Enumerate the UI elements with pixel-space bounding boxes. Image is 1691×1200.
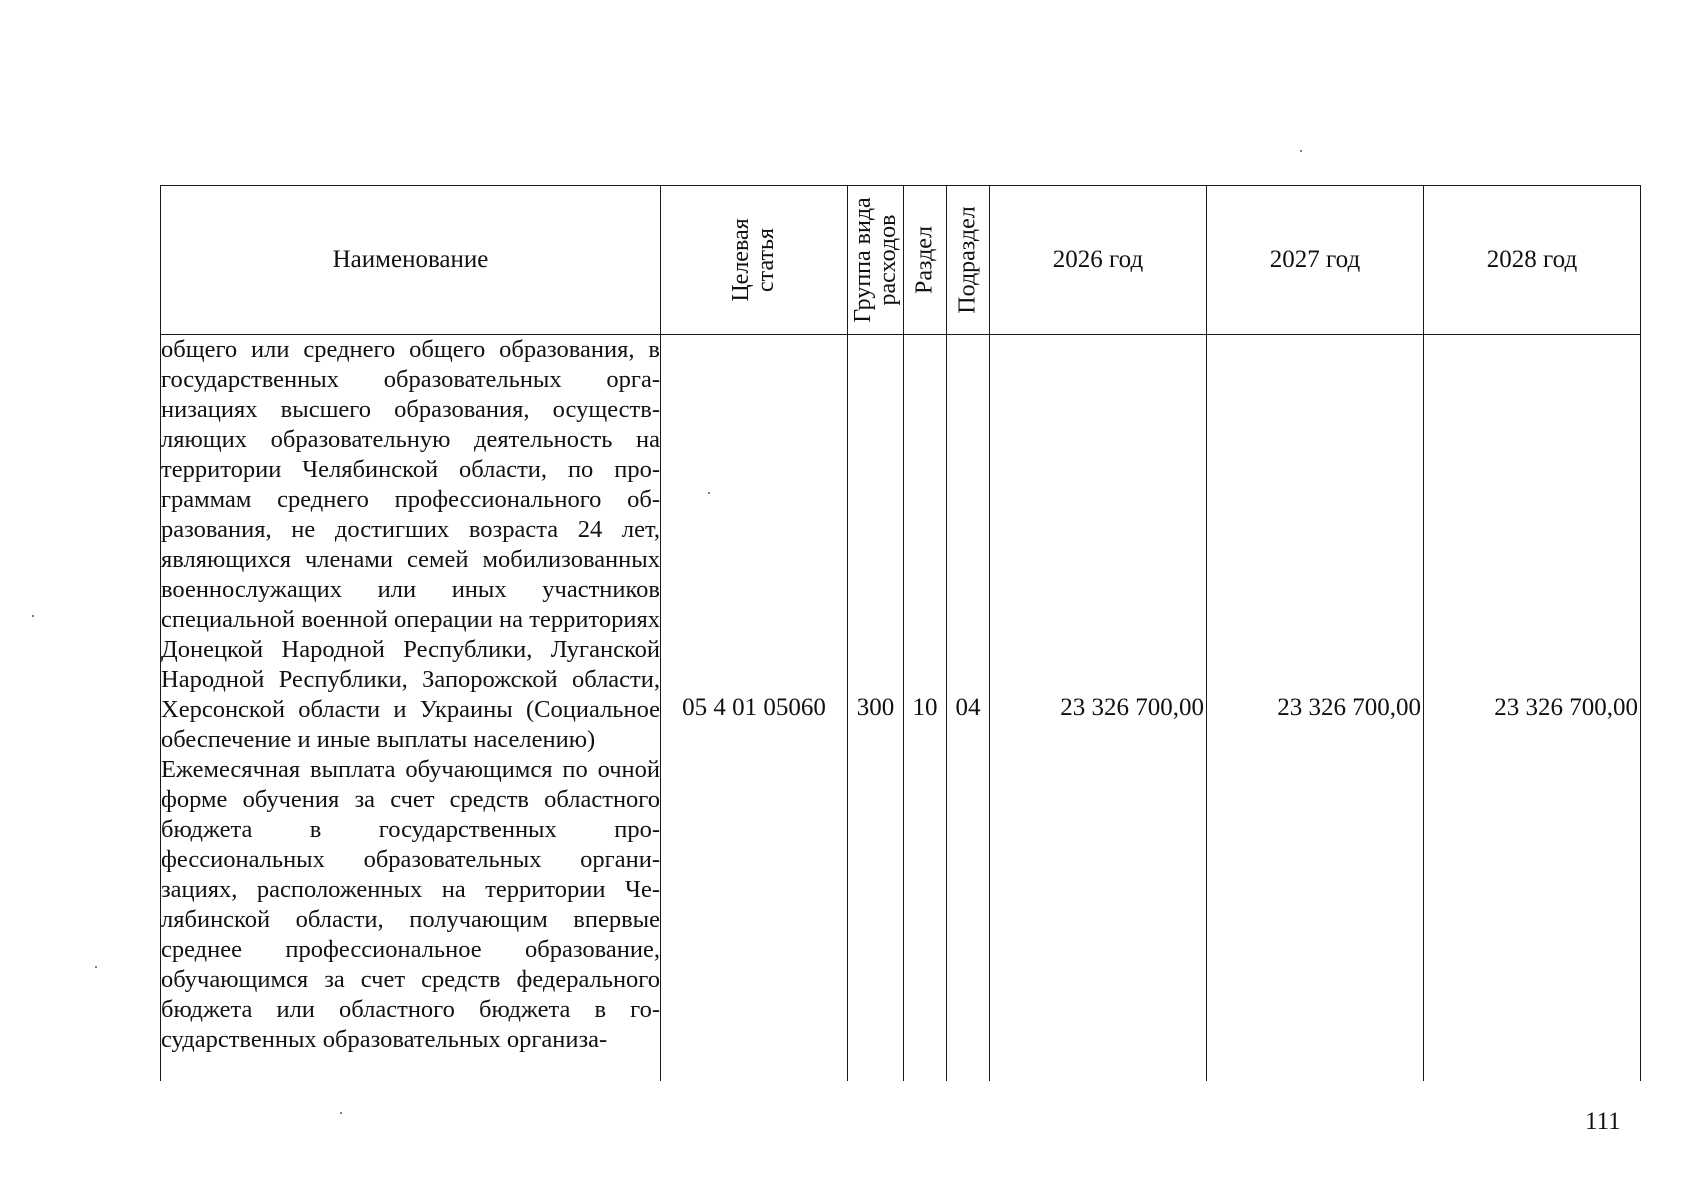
header-target-article-label: Целевая статья: [727, 218, 779, 302]
scan-speck: [708, 492, 710, 494]
page-number: 111: [1585, 1108, 1621, 1135]
row-expense-group: 300: [848, 335, 904, 1082]
row-amount-2028: 23 326 700,00: [1424, 335, 1641, 1082]
scan-speck: [32, 615, 34, 617]
header-section-label: Раздел: [911, 226, 938, 294]
scan-speck: [340, 1112, 342, 1114]
row-target-article: 05 4 01 05060: [661, 335, 848, 1082]
scan-speck: [95, 966, 97, 968]
table-header-row: [161, 186, 1641, 335]
budget-table: [160, 185, 1641, 1081]
scan-speck: [1300, 150, 1302, 152]
table-row: [161, 335, 1641, 1082]
header-year-2028: 2028 год: [1424, 186, 1641, 335]
header-subsection: [947, 186, 990, 335]
row-name-text-part1: общего или среднего общего образования, в государственных образовательных организациях высшего образования, осуществляющих образовательную деятельность на территории Челябинской области, по программам среднего профессионального образования, не достигших возраста 24 лет, являющихся членами семей мобилизованных военнослужащих или иных участников специальной военной операции на территориях Донецкой Народной Республики, Луганской Народной Республики, Запорожской области, Херсонской области и Украины (Социальное обеспечение и иные выплаты населению): [161, 336, 660, 753]
header-year-2026: 2026 год: [990, 186, 1207, 335]
header-target-article: [661, 186, 848, 335]
header-name: Наименование: [161, 186, 661, 335]
header-expense-group: [848, 186, 904, 335]
header-section: [904, 186, 947, 335]
row-name-text-part2: Ежемесячная выплата обучающимся по очной форме обучения за счет средств областного бюджета в государственных профессиональных образовательных организациях, расположенных на территории Челябинской области, получающим впервые среднее профессиональное образование, обучающимся за счет средств федерального бюджета или областного бюджета в государственных образовательных организа-: [161, 756, 660, 1053]
row-section: 10: [904, 335, 947, 1082]
header-expense-group-label: Группа вида расходов: [849, 197, 901, 323]
row-amount-2026: 23 326 700,00: [990, 335, 1207, 1082]
row-subsection: 04: [947, 335, 990, 1082]
header-subsection-label: Подраздел: [954, 206, 981, 314]
header-year-2027: 2027 год: [1207, 186, 1424, 335]
row-name-cell: [161, 335, 661, 1082]
row-amount-2027: 23 326 700,00: [1207, 335, 1424, 1082]
